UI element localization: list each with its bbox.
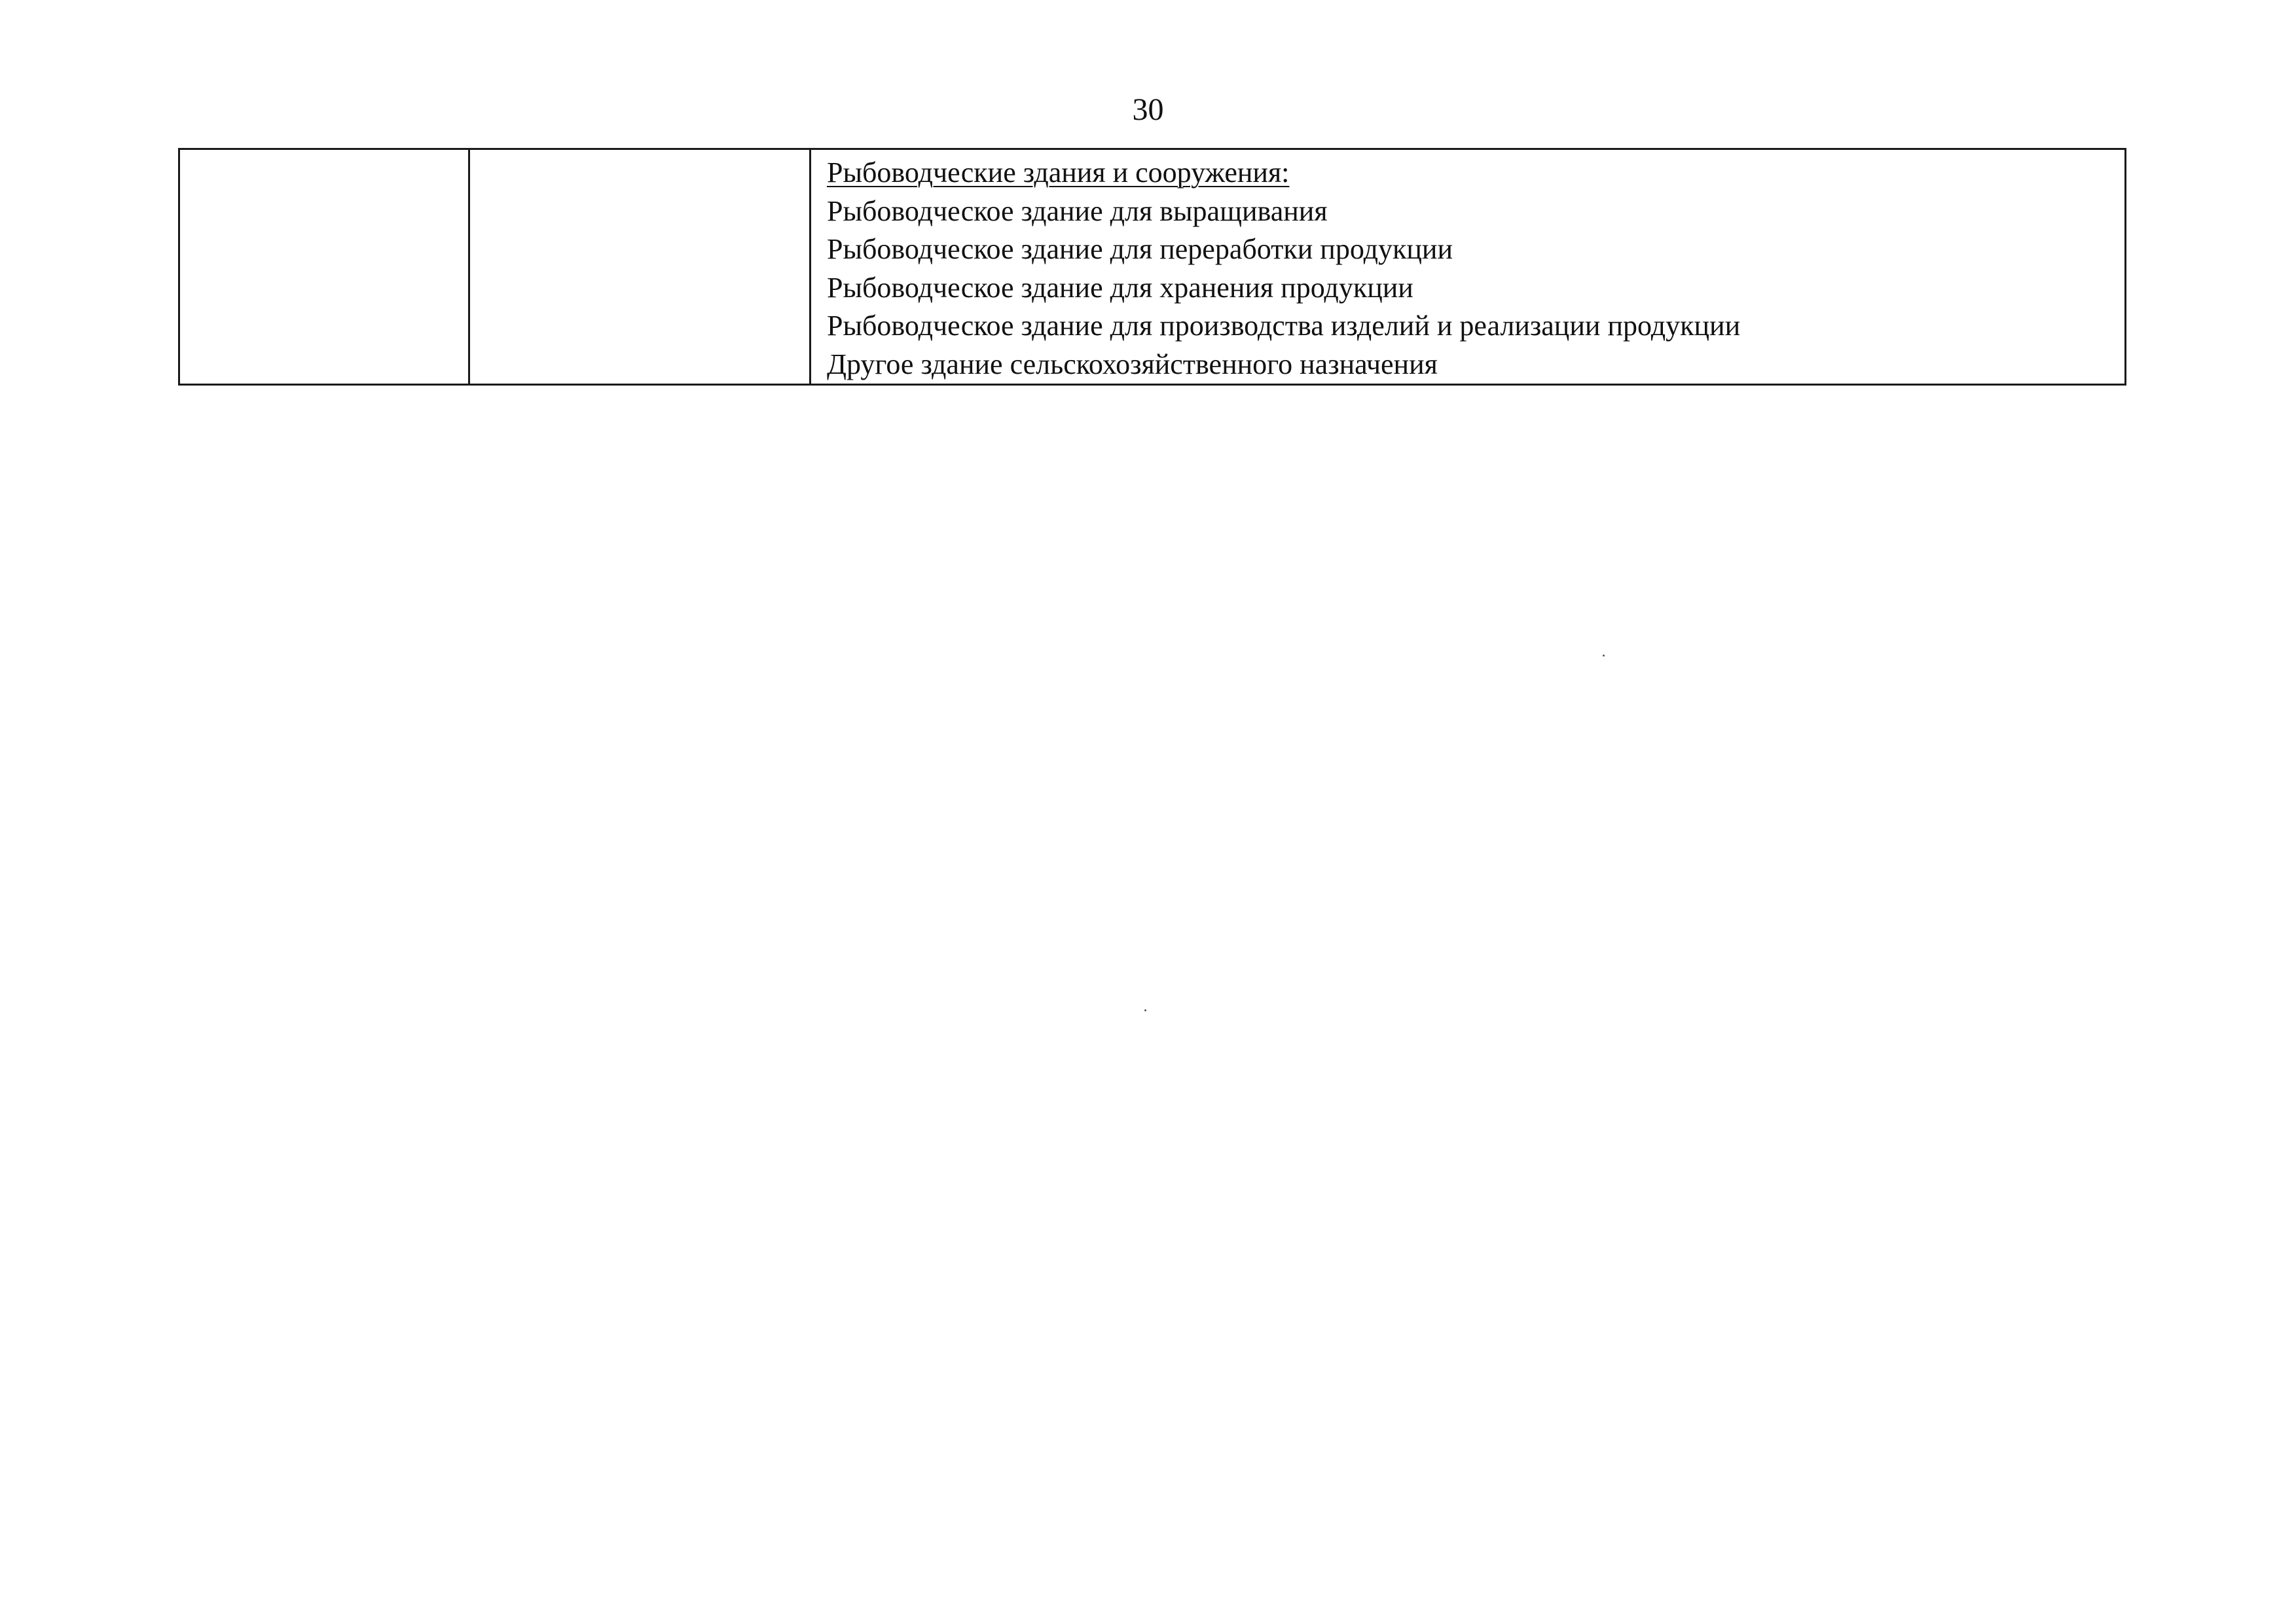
scan-speck	[1603, 655, 1605, 657]
table-cell-building-types	[811, 149, 2126, 385]
page-number: 30	[1132, 92, 1164, 127]
buildings-table	[178, 148, 2126, 386]
scan-speck	[1144, 1009, 1146, 1011]
list-item: Рыбоводческое здание для выращивания	[827, 194, 1328, 227]
list-item: Рыбоводческое здание для производства изделий и реализации продукции	[827, 310, 1741, 342]
list-item: Рыбоводческое здание для переработки продукции	[827, 233, 1453, 265]
table-cell-empty-1	[179, 149, 469, 385]
list-item: Рыбоводческое здание для хранения продукции	[827, 271, 1413, 304]
table-row	[179, 149, 2126, 385]
category-heading: Рыбоводческие здания и сооружения:	[827, 156, 1290, 189]
table-cell-empty-2	[469, 149, 811, 385]
list-item: Другое здание сельскохозяйственного назначения	[827, 348, 1438, 380]
building-types-list	[811, 150, 2124, 384]
